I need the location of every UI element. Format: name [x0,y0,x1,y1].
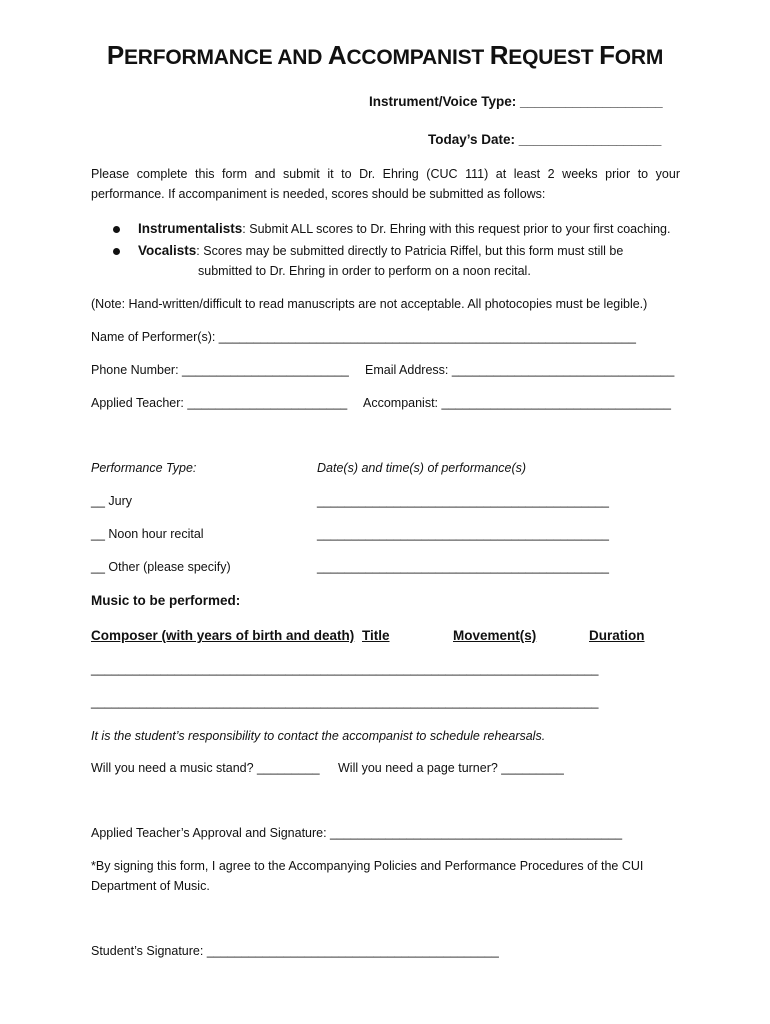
noon-recital-option[interactable]: __ Noon hour recital [91,527,204,541]
title-part: EQUEST [508,46,600,69]
bullet-instrumentalists [113,221,670,236]
bullet-label: Instrumentalists [138,221,243,236]
music-entry-line[interactable]: _________________________________________________________________________ [91,695,599,709]
title-part: F [599,40,615,70]
student-signature-field[interactable]: Student’s Signature: __________________________________________ [91,944,499,958]
noon-recital-date-field[interactable]: __________________________________________ [317,527,609,541]
performance-type-header: Performance Type: [91,461,197,475]
bullet-icon [113,248,120,255]
bullet-text: : Scores may be submitted directly to Patricia Riffel, but this form must still be [196,244,624,258]
bullet-text: : Submit ALL scores to Dr. Ehring with this request prior to your first coaching. [242,222,671,236]
todays-date-field[interactable]: Today’s Date: ___________________ [428,132,662,147]
accompanist-field[interactable]: Accompanist: _________________________________ [363,396,671,410]
bullet-vocalists [113,243,623,258]
email-address-field[interactable]: Email Address: ________________________________ [365,363,675,377]
column-composer: Composer (with years of birth and death) [91,628,355,643]
other-option[interactable]: __ Other (please specify) [91,560,231,574]
intro-line-2: performance. If accompaniment is needed, scores should be submitted as follows: [91,187,546,201]
performance-dates-header: Date(s) and time(s) of performance(s) [317,461,527,475]
jury-option[interactable]: __ Jury [91,494,132,508]
note: (Note: Hand-written/difficult to read manuscripts are not acceptable. All photocopies must be legible.) [91,297,648,311]
intro-line-1: Please complete this form and submit it to Dr. Ehring (CUC 111) at least 2 weeks prior to your [91,167,680,181]
jury-date-field[interactable]: __________________________________________ [317,494,609,508]
column-movements: Movement(s) [453,628,537,643]
bullet-continuation: submitted to Dr. Ehring in order to perform on a noon recital. [198,264,531,278]
other-date-field[interactable]: __________________________________________ [317,560,609,574]
bullet-label: Vocalists [138,243,197,258]
title-part: CCOMPANIST [346,46,490,69]
phone-number-field[interactable]: Phone Number: ________________________ [91,363,349,377]
instrument-type-field[interactable]: Instrument/Voice Type: ___________________ [369,94,663,109]
column-title: Title [362,628,390,643]
title-part: ORM [614,46,664,69]
page-title [0,40,770,71]
applied-teacher-field[interactable]: Applied Teacher: _______________________ [91,396,348,410]
title-part: ERFORMANCE AND [123,46,328,69]
agreement-line-2: Department of Music. [91,879,210,893]
title-part: P [106,40,124,70]
music-stand-field[interactable]: Will you need a music stand? _________ [91,761,320,775]
agreement-line-1: *By signing this form, I agree to the Accompanying Policies and Performance Procedures of the CUI [91,859,644,873]
page-turner-field[interactable]: Will you need a page turner? _________ [338,761,564,775]
responsibility-note: It is the student’s responsibility to contact the accompanist to schedule rehearsals. [91,729,546,743]
music-header: Music to be performed: [91,593,241,608]
title-part: R [489,40,509,70]
title-part: A [327,40,347,70]
column-duration: Duration [589,628,645,643]
bullet-icon [113,226,120,233]
performer-name-field[interactable]: Name of Performer(s): ____________________________________________________________ [91,330,636,344]
music-entry-line[interactable]: _________________________________________________________________________ [91,662,599,676]
teacher-approval-signature-field[interactable]: Applied Teacher’s Approval and Signature: __________________________________________ [91,826,623,840]
